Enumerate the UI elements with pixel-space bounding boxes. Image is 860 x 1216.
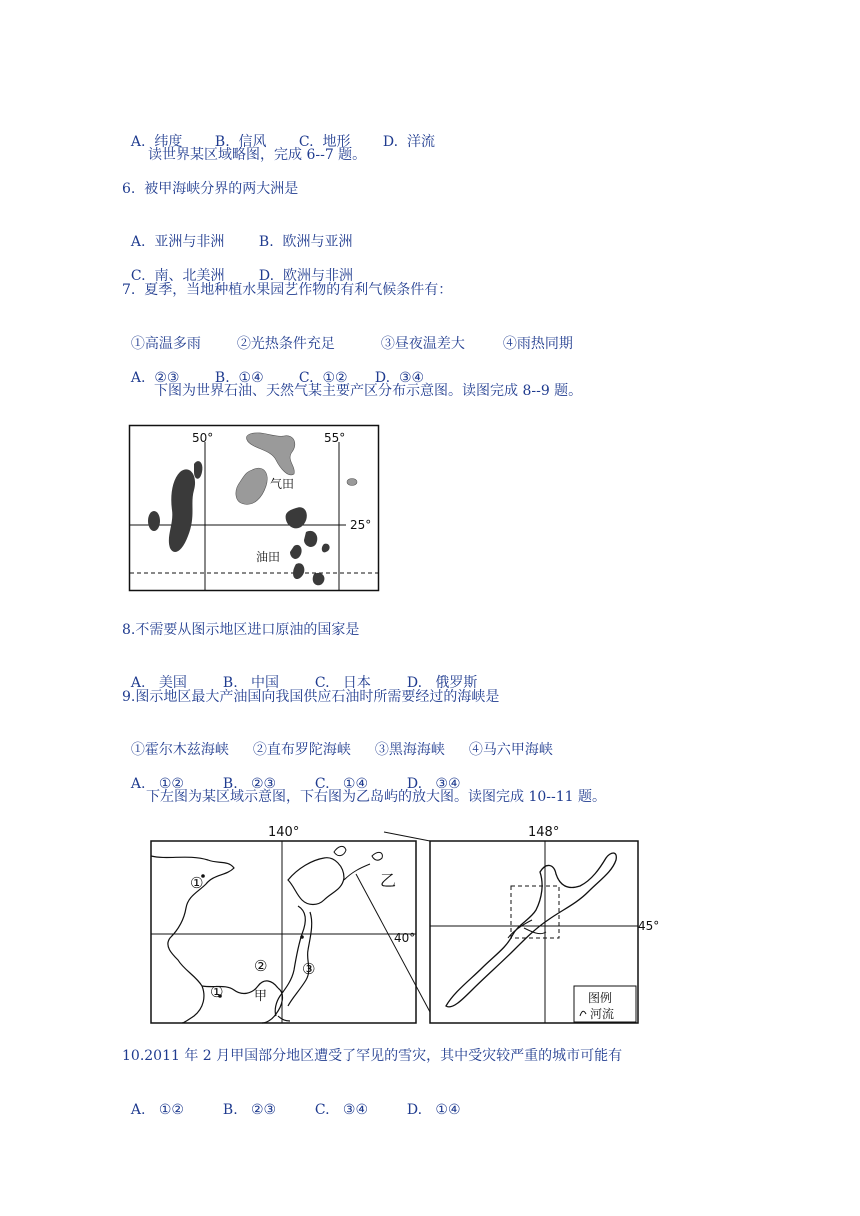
q7-choice-2: ②光热条件充足 [236,336,335,352]
q5-option-c: C. 地形 [298,134,351,150]
map1-label-oil: 油田 [256,550,281,564]
map2-lon-right: 148° [528,825,560,840]
map1-lon-left: 50° [192,431,214,445]
q10-option-d: D. ①④ [406,1102,461,1118]
map2-mark-3: ③ [302,960,316,978]
q9-option-d: D. ③④ [406,776,461,792]
map2-label-yi: 乙 [380,871,397,890]
oil-gas-map [128,424,380,592]
japan-region-map [148,820,668,1032]
q10-option-c: C. ③④ [314,1102,369,1118]
q5-option-a: A. 纬度 [130,134,183,150]
q9-option-a: A. ①② [130,776,184,792]
q6-option-b: B. 欧洲与亚洲 [258,234,353,250]
q9-stem: 9.图示地区最大产油国向我国供应石油时所需要经过的海峡是 [122,689,500,705]
q5-option-b: B. 信风 [214,134,267,150]
q8-option-d: D. 俄罗斯 [406,675,478,691]
q7-option-b: B. ①④ [214,370,264,386]
q8-option-c: C. 日本 [314,675,371,691]
map2-mark-1-north: ① [190,874,204,892]
map2-lat-left: 40° [394,931,416,945]
intro-10-11: 下左图为某区域示意图，下右图为乙岛屿的放大图。读图完成 10--11 题。 [146,789,606,805]
map1-lat: 25° [350,518,372,532]
q8-option-a: A. 美国 [130,675,187,691]
q9-choice-1: ①霍尔木兹海峡 [130,742,229,758]
q10-options [122,1080,461,1120]
q7-choice-3: ③昼夜温差大 [380,336,465,352]
map2-lon-left: 140° [268,825,300,840]
q7-option-d: D. ③④ [374,370,425,386]
q8-stem: 8.不需要从图示地区进口原油的国家是 [122,622,360,638]
q6-option-a: A. 亚洲与非洲 [130,234,225,250]
q8-option-b: B. 中国 [222,675,279,691]
q7-option-c: C. ①② [298,370,348,386]
q5-option-d: D. 洋流 [382,134,435,150]
q7-option-a: A. ②③ [130,370,180,386]
map2-label-jia: 甲 [254,989,268,1004]
q10-option-b: B. ②③ [222,1102,277,1118]
q10-stem: 10.2011 年 2 月甲国部分地区遭受了罕见的雪灾，其中受灾较严重的城市可能有 [122,1048,623,1064]
q9-option-c: C. ①④ [314,776,369,792]
map2-mark-1-south: ① [210,983,224,1001]
legend-river-label: 河流 [590,1007,615,1021]
q6-stem: 6. 被甲海峡分界的两大洲是 [122,181,299,197]
legend-title: 图例 [588,991,613,1005]
map1-lon-right: 55° [324,431,346,445]
q6-option-d: D. 欧洲与非洲 [258,268,353,284]
q9-choice-4: ④马六甲海峡 [468,742,553,758]
intro-8-9: 下图为世界石油、天然气某主要产区分布示意图。读图完成 8--9 题。 [154,383,583,399]
q7-choice-4: ④雨热同期 [502,336,573,352]
q9-choice-3: ③黑海海峡 [374,742,445,758]
map2-lat-right: 45° [638,919,660,933]
q7-choice-1: ①高温多雨 [130,336,201,352]
q10-option-a: A. ①② [130,1102,184,1118]
map2-mark-2: ② [254,957,268,975]
q9-option-b: B. ②③ [222,776,277,792]
q9-choice-2: ②直布罗陀海峡 [252,742,351,758]
q6-option-c: C. 南、北美洲 [130,268,225,284]
q7-stem: 7. 夏季，当地种植水果园艺作物的有利气候条件有： [122,282,453,298]
intro-6-7: 读世界某区域略图，完成 6--7 题。 [148,147,367,163]
map1-label-gas: 气田 [270,477,295,491]
